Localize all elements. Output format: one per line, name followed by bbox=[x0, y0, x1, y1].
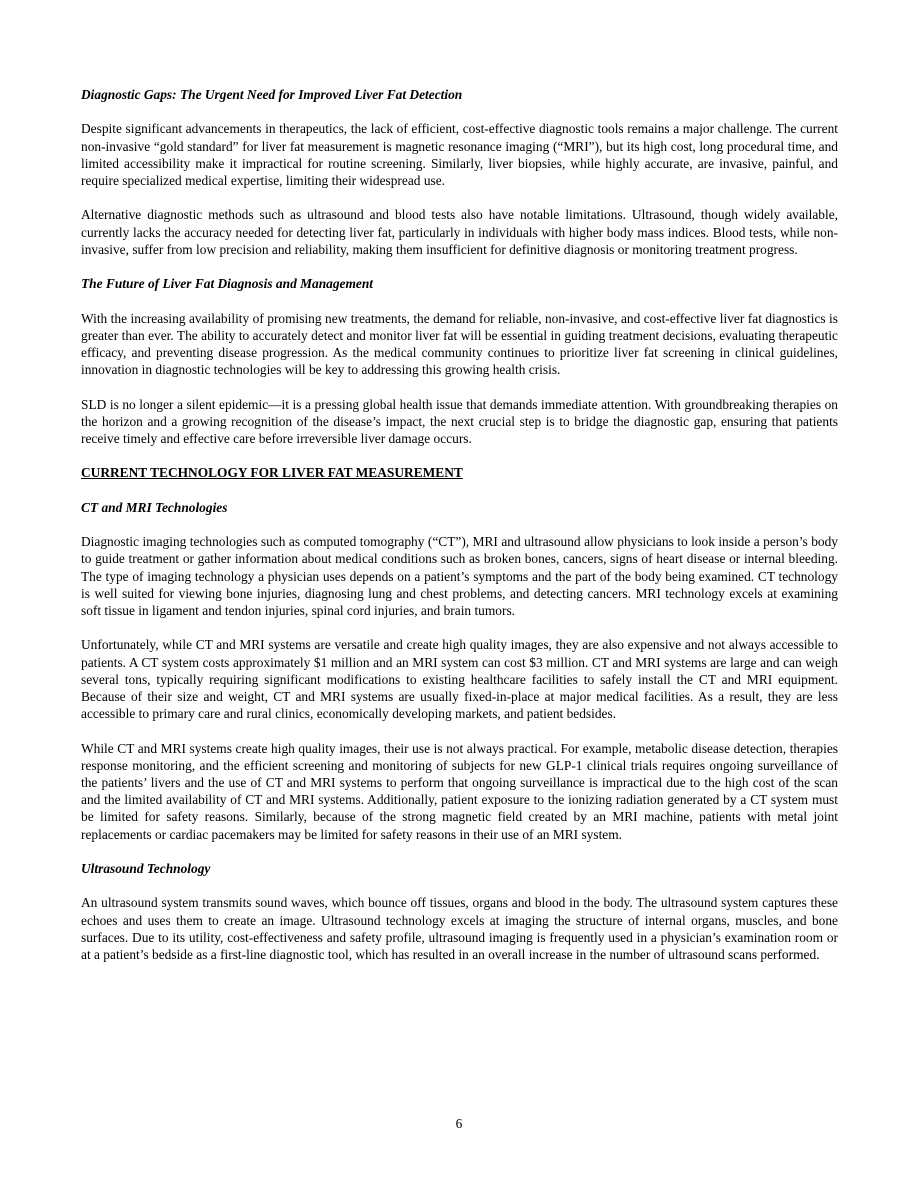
paragraph: While CT and MRI systems create high quality images, their use is not always practical. For example, metabolic disease detection, therapies response monitoring, and the efficient screening and monitoring of subjects for new GLP-1 clinical trials requires ongoing surveillance of the patients’ livers and the use of CT and MRI systems to perform that ongoing surveillance is impractical due to the high cost of the scan and the limited availability of CT and MRI systems. Additionally, patient exposure to the ionizing radiation generated by a CT system must be limited for safety reasons. Similarly, because of the strong magnetic field created by an MRI machine, patients with metal joint replacements or cardiac pacemakers may be limited for safety reasons in their use of an MRI system. bbox=[81, 740, 838, 842]
paragraph: With the increasing availability of promising new treatments, the demand for reliable, non-invasive, and cost-effective liver fat diagnostics is greater than ever. The ability to accurately detect and monitor liver fat will be essential in guiding treatment decisions, evaluating therapeutic efficacy, and preventing disease progression. As the medical community continues to prioritize liver fat screening in clinical guidelines, innovation in diagnostic technologies will be key to addressing this growing health crisis. bbox=[81, 310, 838, 378]
subheading-ultrasound: Ultrasound Technology bbox=[81, 860, 211, 876]
document-body bbox=[81, 86, 838, 963]
paragraph: Diagnostic imaging technologies such as computed tomography (“CT”), MRI and ultrasound allow physicians to look inside a person’s body to guide treatment or gather information about medical conditions such as broken bones, cancers, signs of heart disease or internal bleeding. The type of imaging technology a physician uses depends on a patient’s symptoms and the part of the body being examined. CT technology is well suited for viewing bone injuries, diagnosing lung and chest problems, and detecting cancers. MRI technology excels at examining soft tissue in ligament and tendon injuries, spinal cord injuries, and brain tumors. bbox=[81, 534, 838, 618]
paragraph: Alternative diagnostic methods such as ultrasound and blood tests also have notable limitations. Ultrasound, though widely available, currently lacks the accuracy needed for detecting liver fat, particularly in individuals with higher body mass indices. Blood tests, while non-invasive, suffer from low precision and reliability, making them insufficient for definitive diagnosis or monitoring treatment progress. bbox=[81, 207, 838, 257]
paragraph: An ultrasound system transmits sound waves, which bounce off tissues, organs and blood in the body. The ultrasound system captures these echoes and uses them to create an image. Ultrasound technology excels at imaging the structure of internal organs, muscles, and bone surfaces. Due to its utility, cost-effectiveness and safety profile, ultrasound imaging is frequently used in a physician’s examination room or at a patient’s bedside as a first-line diagnostic tool, which has resulted in an overall increase in the number of ultrasound scans performed. bbox=[81, 895, 838, 962]
section-heading-current-technology: CURRENT TECHNOLOGY FOR LIVER FAT MEASUREMENT bbox=[81, 465, 463, 481]
paragraph: Despite significant advancements in therapeutics, the lack of efficient, cost-effective diagnostic tools remains a major challenge. The current non-invasive “gold standard” for liver fat measurement is magnetic resonance imaging (“MRI”), but its high cost, long procedural time, and limited accessibility make it impractical for routine screening. Similarly, liver biopsies, while highly accurate, are invasive, painful, and require specialized medical expertise, limiting their widespread use. bbox=[81, 121, 838, 188]
subheading-future-liver-fat: The Future of Liver Fat Diagnosis and Management bbox=[81, 276, 374, 292]
subheading-diagnostic-gaps: Diagnostic Gaps: The Urgent Need for Improved Liver Fat Detection bbox=[81, 87, 463, 102]
paragraph: Unfortunately, while CT and MRI systems are versatile and create high quality images, they are also expensive and not always accessible to patients. A CT system costs approximately $1 million and an MRI system can cost $3 million. CT and MRI systems are large and can weigh several tons, typically requiring significant modifications to existing healthcare facilities to safely install the CT and MRI equipment. Because of their size and weight, CT and MRI systems are usually fixed-in-place at major medical facilities. As a result, they are less accessible to primary care and rural clinics, economically developing markets, and patient bedsides. bbox=[81, 637, 838, 722]
paragraph: SLD is no longer a silent epidemic—it is a pressing global health issue that demands immediate attention. With groundbreaking therapies on the horizon and a growing recognition of the disease’s impact, the next crucial step is to bridge the diagnostic gap, ensuring that patients receive timely and effective care before irreversible liver damage occurs. bbox=[81, 396, 838, 446]
page-number: 6 bbox=[455, 1116, 463, 1131]
subheading-ct-mri: CT and MRI Technologies bbox=[81, 499, 228, 515]
